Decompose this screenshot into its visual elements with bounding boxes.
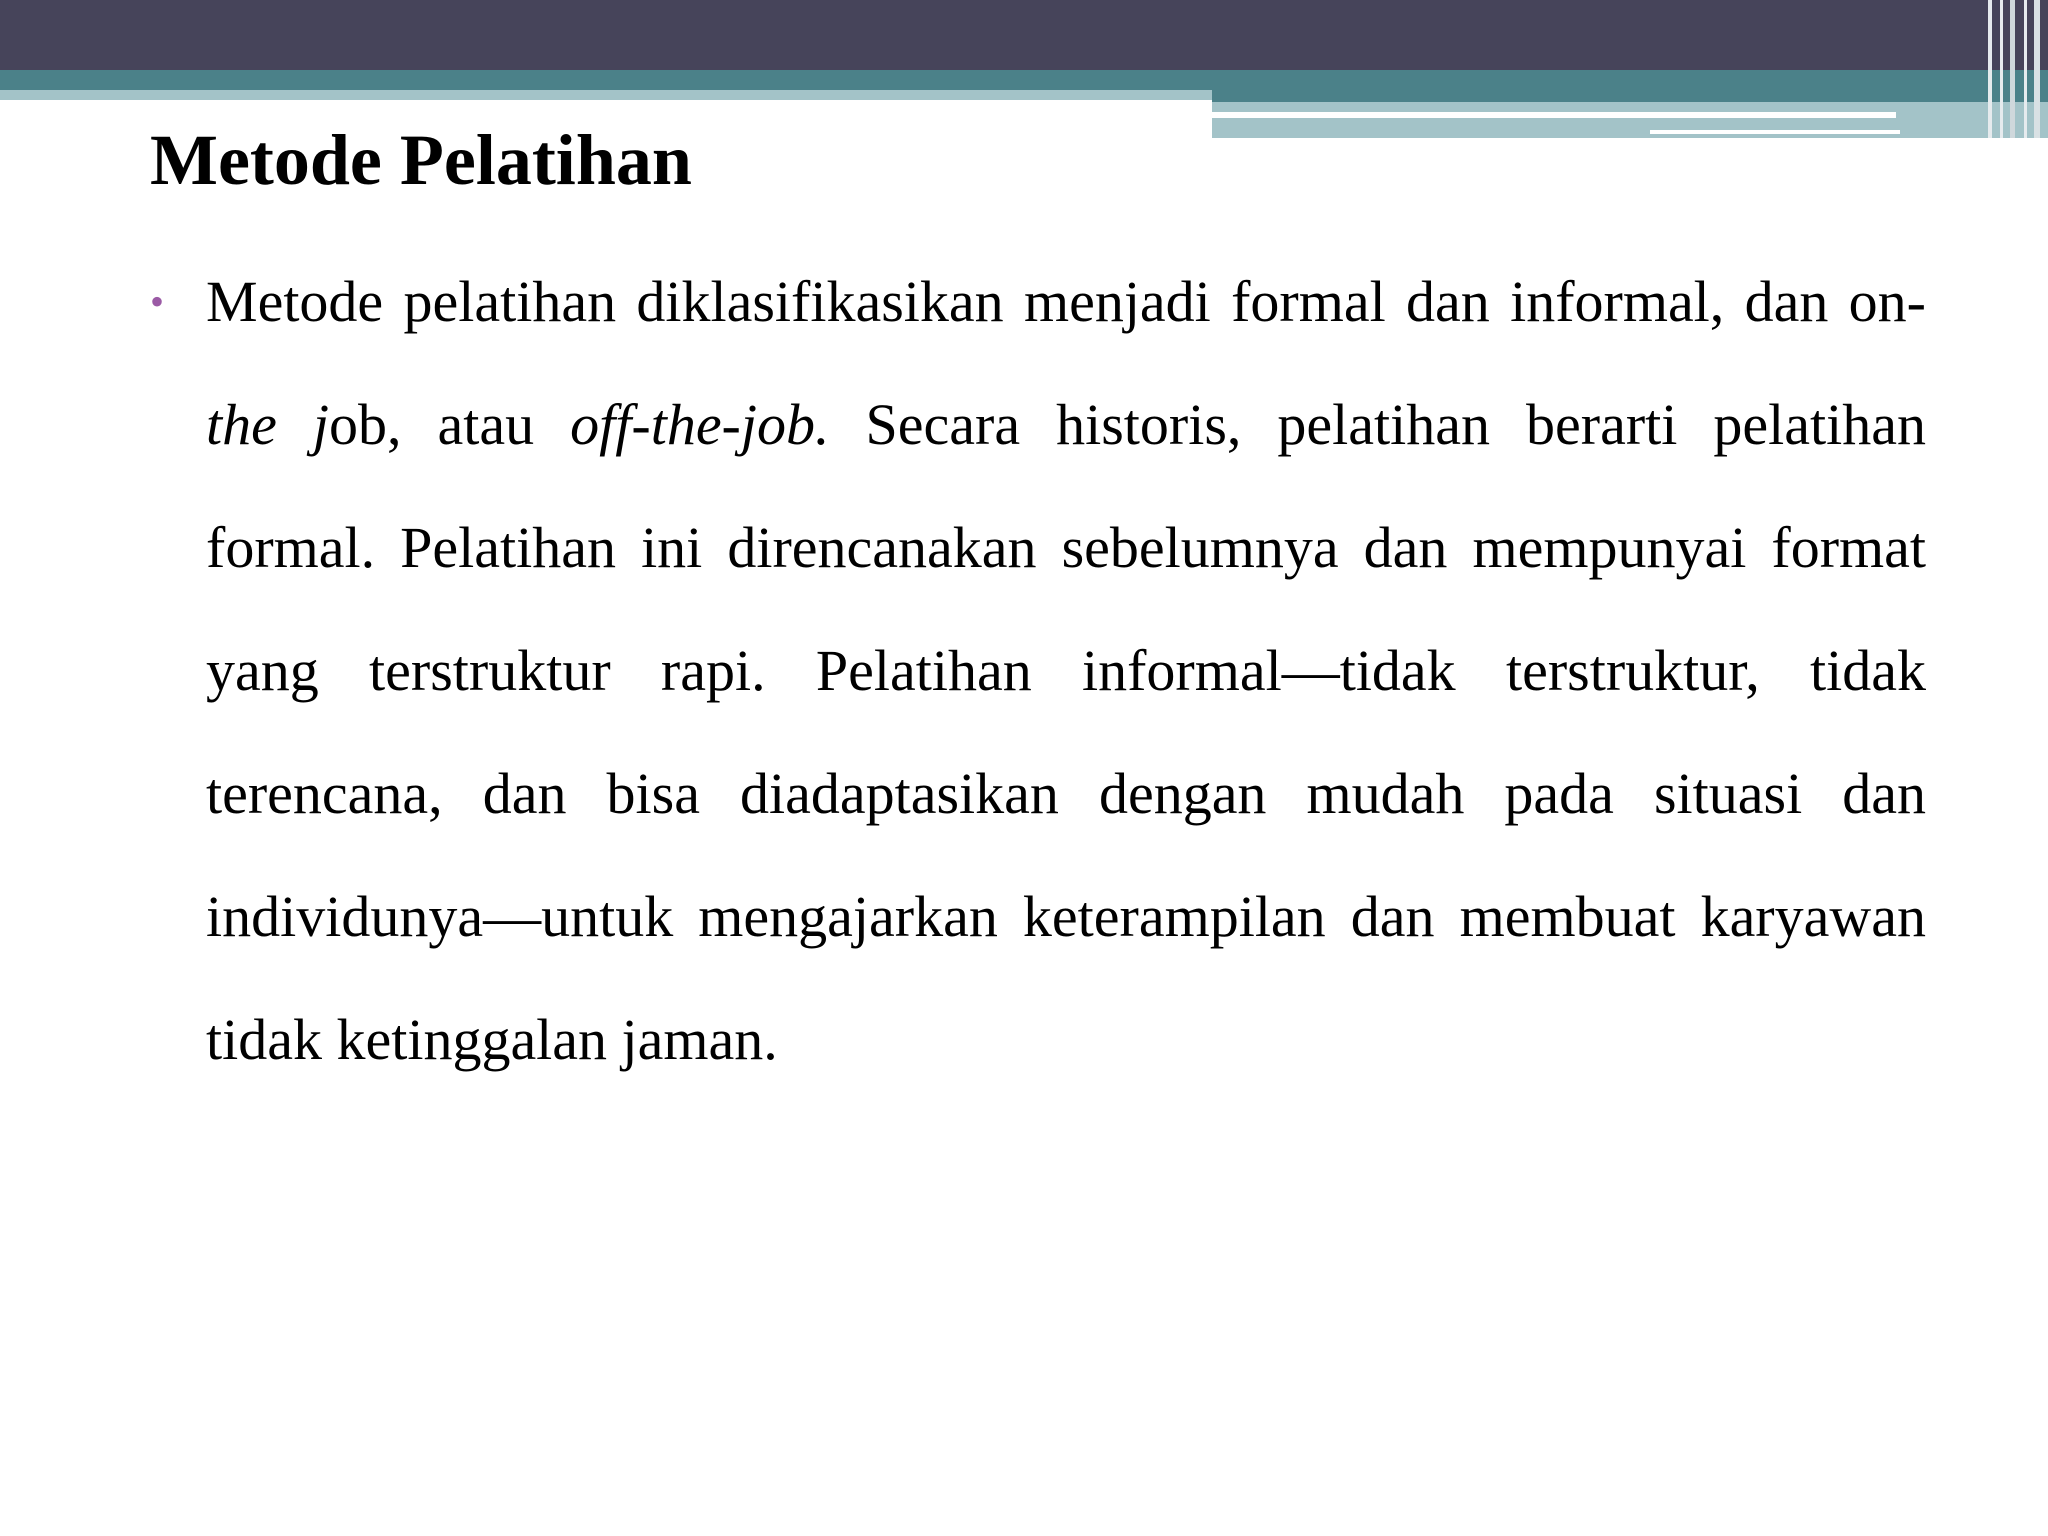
slide-title: Metode Pelatihan (150, 120, 692, 200)
bullet-text-segment: Secara historis, pelatihan berarti pelatihan formal. Pelatihan ini direncanakan sebelumnya dan mempunyai format yang terstruktur rapi. Pelatihan informal—tidak terstruktur, tidak terencana, dan bisa diadaptasikan dengan mudah pada situasi dan individunya—untuk mengajarkan keterampilan dan membuat karyawan tidak ketinggalan jaman. (206, 392, 1926, 1072)
bullet-marker-icon: • (150, 279, 165, 324)
header-stripe (2000, 0, 2003, 138)
header-stripe (2010, 0, 2015, 138)
bullet-text-italic: the j (206, 392, 329, 457)
header-accent-fade (1212, 130, 1650, 138)
bullet-text (206, 269, 1926, 1072)
bullet-text-italic: off-the-job. (570, 392, 830, 457)
header-band-dark (0, 0, 2048, 70)
bullet-list (150, 240, 1926, 1101)
header-stripe (1988, 0, 1992, 138)
header-stripe (2024, 0, 2027, 138)
header-band-light (0, 90, 1212, 100)
bullet-item (150, 240, 1926, 1101)
bullet-text-segment: ob, atau (329, 392, 571, 457)
header-accent-line (1212, 112, 1896, 118)
bullet-text-segment: Metode pelatihan diklasifikasikan menjadi formal dan informal, dan on- (206, 269, 1926, 334)
header-band-teal (0, 70, 2048, 90)
header-accent-line-short (1650, 130, 1900, 134)
header-band-right-teal (1212, 90, 2048, 102)
header-stripe (2034, 0, 2040, 138)
